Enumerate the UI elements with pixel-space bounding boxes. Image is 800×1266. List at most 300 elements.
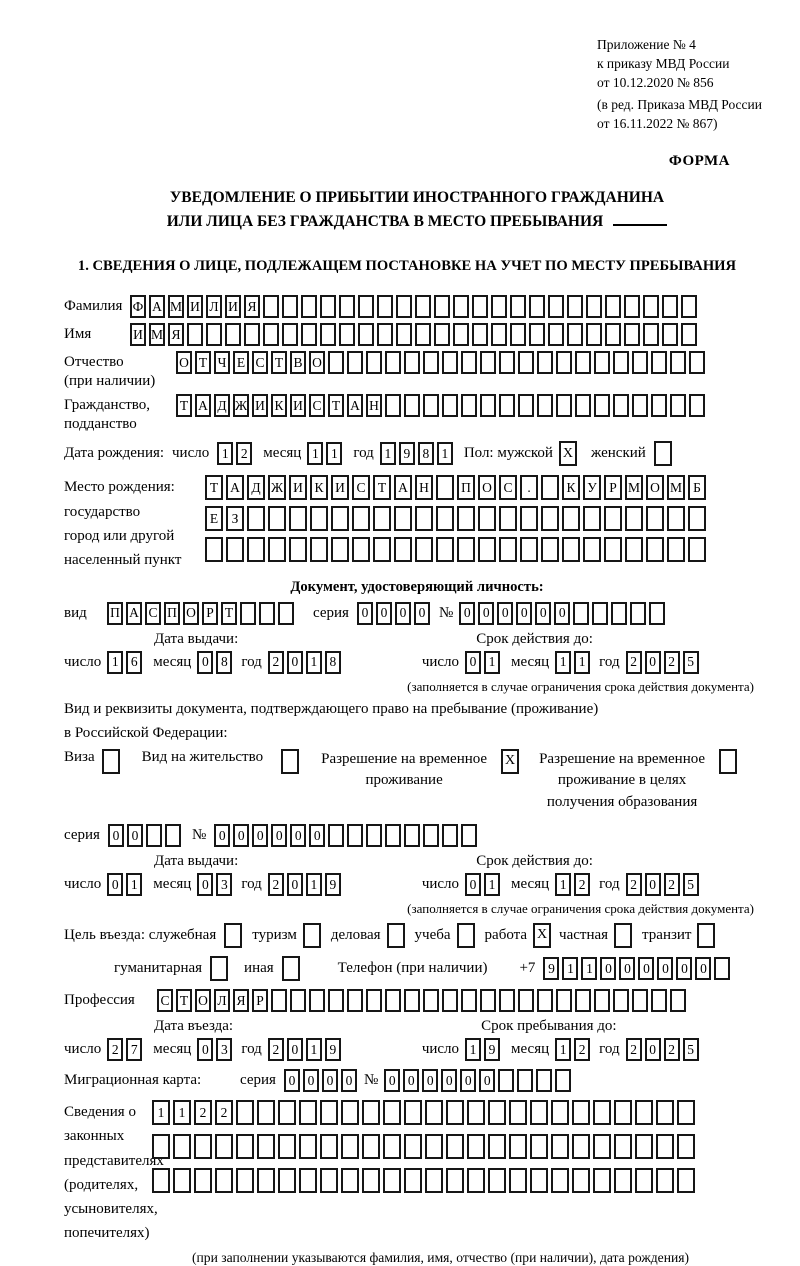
doc-valid-day-boxes[interactable] bbox=[465, 651, 503, 674]
char-cell[interactable]: 0 bbox=[341, 1069, 357, 1092]
char-cell[interactable]: 1 bbox=[126, 873, 142, 896]
char-cell[interactable]: Т bbox=[221, 602, 237, 625]
permit-valid-day-boxes[interactable] bbox=[465, 873, 503, 896]
char-cell[interactable] bbox=[436, 537, 454, 562]
char-cell[interactable]: 0 bbox=[657, 957, 673, 980]
char-cell[interactable] bbox=[278, 602, 294, 625]
char-cell[interactable]: У bbox=[583, 475, 601, 500]
temp-residence-edu-checkbox[interactable] bbox=[719, 749, 737, 774]
temp-residence-checkbox[interactable]: X bbox=[501, 749, 519, 774]
char-cell[interactable]: 9 bbox=[484, 1038, 500, 1061]
char-cell[interactable]: 0 bbox=[197, 651, 213, 674]
char-cell[interactable]: 0 bbox=[252, 824, 268, 847]
char-cell[interactable] bbox=[446, 1100, 464, 1125]
char-cell[interactable] bbox=[352, 537, 370, 562]
char-cell[interactable]: 0 bbox=[422, 1069, 438, 1092]
char-cell[interactable] bbox=[594, 989, 610, 1012]
char-cell[interactable]: 1 bbox=[306, 1038, 322, 1061]
char-cell[interactable] bbox=[689, 351, 705, 374]
char-cell[interactable] bbox=[510, 323, 526, 346]
char-cell[interactable] bbox=[656, 1134, 674, 1159]
doc-type-boxes[interactable] bbox=[107, 602, 297, 625]
char-cell[interactable]: Е bbox=[205, 506, 223, 531]
char-cell[interactable] bbox=[646, 537, 664, 562]
char-cell[interactable]: 2 bbox=[626, 873, 642, 896]
doc-valid-month-boxes[interactable] bbox=[555, 651, 593, 674]
char-cell[interactable]: М bbox=[625, 475, 643, 500]
char-cell[interactable] bbox=[425, 1100, 443, 1125]
char-cell[interactable] bbox=[290, 989, 306, 1012]
mig-number-boxes[interactable] bbox=[384, 1069, 574, 1092]
char-cell[interactable]: 0 bbox=[638, 957, 654, 980]
char-cell[interactable] bbox=[480, 989, 496, 1012]
char-cell[interactable] bbox=[268, 537, 286, 562]
char-cell[interactable] bbox=[165, 824, 181, 847]
char-cell[interactable] bbox=[646, 506, 664, 531]
char-cell[interactable] bbox=[541, 506, 559, 531]
char-cell[interactable] bbox=[425, 1134, 443, 1159]
char-cell[interactable] bbox=[347, 351, 363, 374]
citizenship-boxes[interactable] bbox=[176, 394, 708, 417]
char-cell[interactable]: С bbox=[157, 989, 173, 1012]
char-cell[interactable] bbox=[385, 989, 401, 1012]
char-cell[interactable]: 2 bbox=[574, 1038, 590, 1061]
char-cell[interactable]: 9 bbox=[399, 442, 415, 465]
char-cell[interactable] bbox=[257, 1134, 275, 1159]
char-cell[interactable] bbox=[509, 1134, 527, 1159]
char-cell[interactable] bbox=[529, 295, 545, 318]
char-cell[interactable] bbox=[499, 989, 515, 1012]
char-cell[interactable] bbox=[215, 1168, 233, 1193]
char-cell[interactable] bbox=[488, 1100, 506, 1125]
char-cell[interactable] bbox=[667, 506, 685, 531]
entry-year-boxes[interactable] bbox=[268, 1038, 344, 1061]
char-cell[interactable]: 0 bbox=[441, 1069, 457, 1092]
char-cell[interactable] bbox=[362, 1168, 380, 1193]
char-cell[interactable] bbox=[592, 602, 608, 625]
char-cell[interactable] bbox=[548, 323, 564, 346]
char-cell[interactable]: 0 bbox=[600, 957, 616, 980]
char-cell[interactable]: 0 bbox=[478, 602, 494, 625]
char-cell[interactable] bbox=[635, 1134, 653, 1159]
char-cell[interactable]: Т bbox=[328, 394, 344, 417]
representatives-boxes-row1[interactable] bbox=[152, 1100, 698, 1125]
char-cell[interactable] bbox=[537, 394, 553, 417]
char-cell[interactable]: 7 bbox=[126, 1038, 142, 1061]
char-cell[interactable] bbox=[583, 537, 601, 562]
char-cell[interactable] bbox=[670, 989, 686, 1012]
char-cell[interactable] bbox=[467, 1100, 485, 1125]
char-cell[interactable]: 0 bbox=[465, 873, 481, 896]
char-cell[interactable]: С bbox=[309, 394, 325, 417]
char-cell[interactable]: И bbox=[130, 323, 146, 346]
char-cell[interactable] bbox=[383, 1168, 401, 1193]
char-cell[interactable]: 0 bbox=[287, 1038, 303, 1061]
char-cell[interactable]: И bbox=[252, 394, 268, 417]
char-cell[interactable]: 1 bbox=[437, 442, 453, 465]
char-cell[interactable]: 2 bbox=[574, 873, 590, 896]
char-cell[interactable] bbox=[436, 475, 454, 500]
char-cell[interactable] bbox=[677, 1168, 695, 1193]
char-cell[interactable] bbox=[226, 537, 244, 562]
char-cell[interactable]: А bbox=[126, 602, 142, 625]
char-cell[interactable] bbox=[461, 351, 477, 374]
permit-issue-day-boxes[interactable] bbox=[107, 873, 145, 896]
char-cell[interactable]: И bbox=[290, 394, 306, 417]
char-cell[interactable]: И bbox=[225, 295, 241, 318]
char-cell[interactable] bbox=[299, 1168, 317, 1193]
char-cell[interactable]: К bbox=[562, 475, 580, 500]
char-cell[interactable] bbox=[263, 323, 279, 346]
char-cell[interactable] bbox=[593, 1134, 611, 1159]
entry-month-boxes[interactable] bbox=[197, 1038, 235, 1061]
char-cell[interactable] bbox=[301, 295, 317, 318]
char-cell[interactable] bbox=[670, 394, 686, 417]
char-cell[interactable]: О bbox=[478, 475, 496, 500]
char-cell[interactable]: 0 bbox=[619, 957, 635, 980]
char-cell[interactable] bbox=[586, 295, 602, 318]
char-cell[interactable] bbox=[257, 1100, 275, 1125]
char-cell[interactable] bbox=[509, 1100, 527, 1125]
char-cell[interactable] bbox=[328, 989, 344, 1012]
char-cell[interactable]: 0 bbox=[403, 1069, 419, 1092]
char-cell[interactable] bbox=[714, 957, 730, 980]
char-cell[interactable] bbox=[499, 537, 517, 562]
char-cell[interactable] bbox=[677, 1134, 695, 1159]
char-cell[interactable] bbox=[467, 1168, 485, 1193]
char-cell[interactable] bbox=[341, 1100, 359, 1125]
char-cell[interactable]: 2 bbox=[626, 651, 642, 674]
purpose-study-checkbox[interactable] bbox=[457, 923, 475, 948]
char-cell[interactable] bbox=[681, 323, 697, 346]
char-cell[interactable] bbox=[271, 989, 287, 1012]
entry-day-boxes[interactable] bbox=[107, 1038, 145, 1061]
char-cell[interactable] bbox=[152, 1134, 170, 1159]
char-cell[interactable]: 1 bbox=[152, 1100, 170, 1125]
permit-valid-year-boxes[interactable] bbox=[626, 873, 702, 896]
char-cell[interactable] bbox=[404, 989, 420, 1012]
char-cell[interactable]: 2 bbox=[664, 1038, 680, 1061]
char-cell[interactable] bbox=[404, 351, 420, 374]
char-cell[interactable] bbox=[425, 1168, 443, 1193]
char-cell[interactable] bbox=[278, 1168, 296, 1193]
char-cell[interactable] bbox=[472, 295, 488, 318]
char-cell[interactable] bbox=[548, 295, 564, 318]
char-cell[interactable] bbox=[236, 1134, 254, 1159]
given-name-boxes[interactable] bbox=[130, 323, 700, 346]
permit-number-boxes[interactable] bbox=[214, 824, 480, 847]
char-cell[interactable] bbox=[366, 824, 382, 847]
char-cell[interactable] bbox=[396, 295, 412, 318]
char-cell[interactable] bbox=[423, 351, 439, 374]
char-cell[interactable]: 2 bbox=[236, 442, 252, 465]
char-cell[interactable] bbox=[677, 1100, 695, 1125]
char-cell[interactable] bbox=[247, 537, 265, 562]
char-cell[interactable] bbox=[328, 351, 344, 374]
char-cell[interactable] bbox=[488, 1134, 506, 1159]
char-cell[interactable] bbox=[575, 989, 591, 1012]
char-cell[interactable]: . bbox=[520, 475, 538, 500]
char-cell[interactable] bbox=[537, 351, 553, 374]
char-cell[interactable] bbox=[632, 394, 648, 417]
char-cell[interactable] bbox=[583, 506, 601, 531]
char-cell[interactable] bbox=[605, 323, 621, 346]
char-cell[interactable] bbox=[404, 1168, 422, 1193]
char-cell[interactable]: П bbox=[164, 602, 180, 625]
char-cell[interactable] bbox=[377, 323, 393, 346]
char-cell[interactable] bbox=[423, 989, 439, 1012]
char-cell[interactable] bbox=[461, 989, 477, 1012]
char-cell[interactable]: З bbox=[226, 506, 244, 531]
char-cell[interactable] bbox=[572, 1168, 590, 1193]
char-cell[interactable]: 0 bbox=[197, 1038, 213, 1061]
char-cell[interactable] bbox=[423, 824, 439, 847]
char-cell[interactable]: А bbox=[195, 394, 211, 417]
representatives-boxes-row2[interactable] bbox=[152, 1134, 698, 1159]
purpose-official-checkbox[interactable] bbox=[224, 923, 242, 948]
char-cell[interactable]: 9 bbox=[543, 957, 559, 980]
char-cell[interactable] bbox=[373, 506, 391, 531]
char-cell[interactable] bbox=[529, 323, 545, 346]
char-cell[interactable] bbox=[309, 989, 325, 1012]
char-cell[interactable]: А bbox=[394, 475, 412, 500]
char-cell[interactable] bbox=[152, 1168, 170, 1193]
char-cell[interactable] bbox=[339, 323, 355, 346]
char-cell[interactable]: Ч bbox=[214, 351, 230, 374]
char-cell[interactable] bbox=[396, 323, 412, 346]
char-cell[interactable] bbox=[194, 1168, 212, 1193]
char-cell[interactable]: 0 bbox=[645, 1038, 661, 1061]
char-cell[interactable] bbox=[613, 989, 629, 1012]
char-cell[interactable]: 0 bbox=[271, 824, 287, 847]
char-cell[interactable] bbox=[537, 989, 553, 1012]
char-cell[interactable] bbox=[688, 537, 706, 562]
char-cell[interactable]: 0 bbox=[395, 602, 411, 625]
surname-boxes[interactable] bbox=[130, 295, 700, 318]
char-cell[interactable] bbox=[656, 1100, 674, 1125]
char-cell[interactable] bbox=[442, 824, 458, 847]
char-cell[interactable]: М bbox=[149, 323, 165, 346]
doc-issue-day-boxes[interactable] bbox=[107, 651, 145, 674]
char-cell[interactable]: Т bbox=[271, 351, 287, 374]
char-cell[interactable]: 0 bbox=[414, 602, 430, 625]
char-cell[interactable] bbox=[282, 295, 298, 318]
char-cell[interactable]: 0 bbox=[290, 824, 306, 847]
char-cell[interactable] bbox=[656, 1168, 674, 1193]
char-cell[interactable] bbox=[404, 1100, 422, 1125]
char-cell[interactable] bbox=[498, 1069, 514, 1092]
char-cell[interactable] bbox=[362, 1100, 380, 1125]
birth-day-boxes[interactable] bbox=[217, 442, 255, 465]
char-cell[interactable]: П bbox=[107, 602, 123, 625]
char-cell[interactable]: Н bbox=[415, 475, 433, 500]
char-cell[interactable]: 5 bbox=[683, 651, 699, 674]
char-cell[interactable] bbox=[394, 506, 412, 531]
char-cell[interactable] bbox=[480, 394, 496, 417]
char-cell[interactable] bbox=[573, 602, 589, 625]
char-cell[interactable] bbox=[301, 323, 317, 346]
char-cell[interactable]: В bbox=[290, 351, 306, 374]
char-cell[interactable]: 5 bbox=[683, 873, 699, 896]
char-cell[interactable] bbox=[593, 1100, 611, 1125]
char-cell[interactable]: Т bbox=[373, 475, 391, 500]
char-cell[interactable] bbox=[467, 1134, 485, 1159]
char-cell[interactable]: 8 bbox=[216, 651, 232, 674]
char-cell[interactable] bbox=[530, 1168, 548, 1193]
char-cell[interactable]: 1 bbox=[465, 1038, 481, 1061]
char-cell[interactable] bbox=[551, 1168, 569, 1193]
char-cell[interactable]: 8 bbox=[418, 442, 434, 465]
char-cell[interactable] bbox=[320, 1168, 338, 1193]
char-cell[interactable] bbox=[689, 394, 705, 417]
char-cell[interactable] bbox=[423, 394, 439, 417]
char-cell[interactable]: Д bbox=[247, 475, 265, 500]
char-cell[interactable] bbox=[635, 1168, 653, 1193]
char-cell[interactable] bbox=[289, 506, 307, 531]
char-cell[interactable]: А bbox=[347, 394, 363, 417]
permit-valid-month-boxes[interactable] bbox=[555, 873, 593, 896]
doc-issue-month-boxes[interactable] bbox=[197, 651, 235, 674]
char-cell[interactable]: А bbox=[226, 475, 244, 500]
char-cell[interactable]: 0 bbox=[197, 873, 213, 896]
char-cell[interactable]: 8 bbox=[325, 651, 341, 674]
char-cell[interactable] bbox=[625, 506, 643, 531]
char-cell[interactable]: И bbox=[331, 475, 349, 500]
birth-month-boxes[interactable] bbox=[307, 442, 345, 465]
char-cell[interactable] bbox=[236, 1168, 254, 1193]
purpose-other-checkbox[interactable] bbox=[282, 956, 300, 981]
char-cell[interactable] bbox=[328, 824, 344, 847]
char-cell[interactable]: 1 bbox=[555, 1038, 571, 1061]
char-cell[interactable] bbox=[572, 1134, 590, 1159]
char-cell[interactable] bbox=[491, 295, 507, 318]
char-cell[interactable] bbox=[415, 506, 433, 531]
char-cell[interactable] bbox=[562, 537, 580, 562]
char-cell[interactable] bbox=[651, 989, 667, 1012]
char-cell[interactable] bbox=[611, 602, 627, 625]
char-cell[interactable] bbox=[662, 323, 678, 346]
char-cell[interactable]: 0 bbox=[357, 602, 373, 625]
char-cell[interactable]: 0 bbox=[376, 602, 392, 625]
char-cell[interactable]: 0 bbox=[309, 824, 325, 847]
char-cell[interactable]: 0 bbox=[284, 1069, 300, 1092]
char-cell[interactable]: 0 bbox=[516, 602, 532, 625]
char-cell[interactable]: 5 bbox=[683, 1038, 699, 1061]
char-cell[interactable]: 0 bbox=[214, 824, 230, 847]
char-cell[interactable] bbox=[268, 506, 286, 531]
char-cell[interactable] bbox=[556, 394, 572, 417]
char-cell[interactable]: К bbox=[271, 394, 287, 417]
char-cell[interactable]: 1 bbox=[306, 873, 322, 896]
char-cell[interactable] bbox=[499, 506, 517, 531]
char-cell[interactable] bbox=[635, 1100, 653, 1125]
char-cell[interactable] bbox=[510, 295, 526, 318]
sex-female-checkbox[interactable] bbox=[654, 441, 672, 466]
char-cell[interactable]: 1 bbox=[555, 873, 571, 896]
char-cell[interactable] bbox=[491, 323, 507, 346]
char-cell[interactable] bbox=[614, 1134, 632, 1159]
char-cell[interactable]: 0 bbox=[459, 602, 475, 625]
char-cell[interactable] bbox=[624, 295, 640, 318]
char-cell[interactable]: Д bbox=[214, 394, 230, 417]
char-cell[interactable] bbox=[604, 537, 622, 562]
doc-valid-year-boxes[interactable] bbox=[626, 651, 702, 674]
char-cell[interactable] bbox=[404, 824, 420, 847]
char-cell[interactable] bbox=[404, 1134, 422, 1159]
char-cell[interactable]: С bbox=[499, 475, 517, 500]
char-cell[interactable] bbox=[385, 351, 401, 374]
char-cell[interactable] bbox=[499, 394, 515, 417]
permit-issue-month-boxes[interactable] bbox=[197, 873, 235, 896]
char-cell[interactable]: Я bbox=[244, 295, 260, 318]
mig-series-boxes[interactable] bbox=[284, 1069, 360, 1092]
char-cell[interactable]: 2 bbox=[268, 651, 284, 674]
char-cell[interactable] bbox=[434, 295, 450, 318]
char-cell[interactable]: О bbox=[195, 989, 211, 1012]
char-cell[interactable] bbox=[299, 1100, 317, 1125]
char-cell[interactable] bbox=[630, 602, 646, 625]
purpose-transit-checkbox[interactable] bbox=[697, 923, 715, 948]
char-cell[interactable]: О bbox=[646, 475, 664, 500]
char-cell[interactable]: 0 bbox=[695, 957, 711, 980]
char-cell[interactable]: 0 bbox=[645, 651, 661, 674]
char-cell[interactable]: Е bbox=[233, 351, 249, 374]
char-cell[interactable]: О bbox=[183, 602, 199, 625]
char-cell[interactable] bbox=[613, 394, 629, 417]
char-cell[interactable] bbox=[299, 1134, 317, 1159]
char-cell[interactable]: 0 bbox=[554, 602, 570, 625]
char-cell[interactable] bbox=[278, 1100, 296, 1125]
char-cell[interactable] bbox=[282, 323, 298, 346]
char-cell[interactable] bbox=[457, 537, 475, 562]
char-cell[interactable]: 0 bbox=[322, 1069, 338, 1092]
char-cell[interactable]: 9 bbox=[325, 1038, 341, 1061]
char-cell[interactable]: 0 bbox=[127, 824, 143, 847]
patronymic-boxes[interactable] bbox=[176, 351, 708, 374]
char-cell[interactable]: 0 bbox=[108, 824, 124, 847]
residence-permit-checkbox[interactable] bbox=[281, 749, 299, 774]
char-cell[interactable]: 1 bbox=[326, 442, 342, 465]
char-cell[interactable] bbox=[194, 1134, 212, 1159]
char-cell[interactable] bbox=[472, 323, 488, 346]
purpose-work-checkbox[interactable]: X bbox=[533, 923, 551, 948]
birthplace-boxes-row3[interactable] bbox=[205, 537, 709, 562]
char-cell[interactable] bbox=[442, 394, 458, 417]
char-cell[interactable]: 1 bbox=[307, 442, 323, 465]
char-cell[interactable] bbox=[556, 989, 572, 1012]
char-cell[interactable]: Ж bbox=[268, 475, 286, 500]
char-cell[interactable]: 2 bbox=[194, 1100, 212, 1125]
char-cell[interactable] bbox=[366, 989, 382, 1012]
char-cell[interactable] bbox=[362, 1134, 380, 1159]
stay-year-boxes[interactable] bbox=[626, 1038, 702, 1061]
char-cell[interactable] bbox=[446, 1134, 464, 1159]
char-cell[interactable] bbox=[509, 1168, 527, 1193]
char-cell[interactable] bbox=[187, 323, 203, 346]
char-cell[interactable]: Т bbox=[176, 989, 192, 1012]
char-cell[interactable]: Р bbox=[202, 602, 218, 625]
char-cell[interactable] bbox=[478, 537, 496, 562]
char-cell[interactable] bbox=[517, 1069, 533, 1092]
char-cell[interactable]: 0 bbox=[479, 1069, 495, 1092]
char-cell[interactable]: С bbox=[252, 351, 268, 374]
char-cell[interactable] bbox=[236, 1100, 254, 1125]
char-cell[interactable]: О bbox=[309, 351, 325, 374]
char-cell[interactable] bbox=[453, 295, 469, 318]
char-cell[interactable]: 0 bbox=[287, 651, 303, 674]
phone-boxes[interactable] bbox=[543, 957, 733, 980]
char-cell[interactable]: 2 bbox=[664, 651, 680, 674]
